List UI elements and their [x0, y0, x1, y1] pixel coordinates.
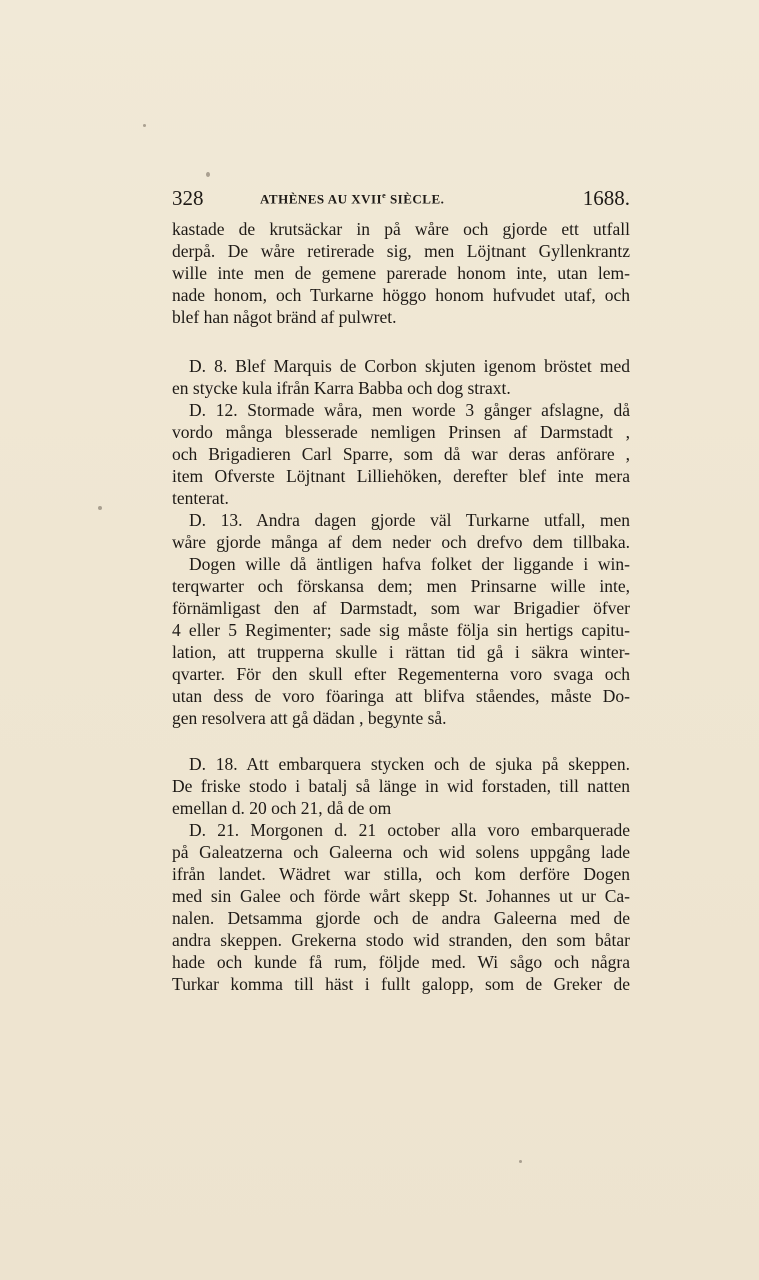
paper-speck: [519, 1160, 522, 1163]
text-line: Turkar komma till häst i fullt galopp, som de Greker de: [172, 974, 630, 994]
text-line: 4 eller 5 Regimenter; sade sig måste följa sin hertigs capitu-: [172, 620, 630, 640]
text-line: terqwarter och förskansa dem; men Prinsarne wille inte,: [172, 576, 630, 596]
text-line: wille inte men de gemene parerade honom inte, utan lem-: [172, 263, 630, 283]
text-line: hade och kunde få rum, följde med. Wi sågo och några: [172, 952, 630, 972]
text-line: utan dess de voro föaringa att blifva ståendes, måste Do-: [172, 686, 630, 706]
running-title-main: ATHÈNES AU XVII: [260, 191, 383, 207]
text-line: blef han något bränd af pulwret.: [172, 307, 397, 327]
running-title-superscript: e: [382, 191, 387, 200]
text-line: förnämligast den af Darmstadt, som war Brigadier öfver: [172, 598, 630, 618]
text-line: wåre gjorde många af dem neder och drefvo dem tillbaka.: [172, 532, 630, 552]
text-line: D. 13. Andra dagen gjorde väl Turkarne utfall, men: [189, 510, 630, 530]
text-line: D. 12. Stormade wåra, men worde 3 gånger afslagne, då: [189, 400, 630, 420]
text-line: qvarter. För den skull efter Regementerna voro svaga och: [172, 664, 630, 684]
text-line: De friske stodo i batalj så länge in wid forstaden, till natten: [172, 776, 630, 796]
text-line: D. 8. Blef Marquis de Corbon skjuten igenom bröstet med: [189, 356, 630, 376]
year-heading: 1688.: [582, 186, 630, 210]
page-number: 328: [172, 186, 204, 210]
running-title-end: SIÈCLE.: [386, 191, 445, 207]
text-line: och Brigadieren Carl Sparre, som då war deras anförare ,: [172, 444, 630, 464]
text-line: item Ofverste Löjtnant Lilliehöken, derefter blef inte mera: [172, 466, 630, 486]
paper-speck: [143, 124, 146, 127]
text-line: nade honom, och Turkarne höggo honom hufvudet utaf, och: [172, 285, 630, 305]
text-line: vordo många blesserade nemligen Prinsen af Darmstadt ,: [172, 422, 630, 442]
text-line: ifrån landet. Wädret war stilla, och kom derföre Dogen: [172, 864, 630, 884]
text-line: Dogen wille då äntligen hafva folket der liggande i win-: [189, 554, 630, 574]
text-line: D. 21. Morgonen d. 21 october alla voro embarquerade: [189, 820, 630, 840]
text-line: lation, att trupperna skulle i rättan tid gå i säkra winter-: [172, 642, 630, 662]
text-line: D. 18. Att embarquera stycken och de sjuka på skeppen.: [189, 754, 630, 774]
text-line: kastade de krutsäckar in på wåre och gjorde ett utfall: [172, 219, 630, 239]
body-text: [172, 218, 630, 995]
text-line: nalen. Detsamma gjorde och de andra Galeerna med de: [172, 908, 630, 928]
text-line: derpå. De wåre retirerade sig, men Löjtnant Gyllenkrantz: [172, 241, 630, 261]
text-line: emellan d. 20 och 21, då de om: [172, 798, 392, 818]
paper-speck: [98, 506, 102, 510]
text-line: andra skeppen. Grekerna stodo wid stranden, den som båtar: [172, 930, 630, 950]
running-title: [260, 191, 444, 207]
paper-speck: [206, 172, 210, 177]
text-line: på Galeatzerna och Galeerna och wid solens uppgång lade: [172, 842, 630, 862]
text-line: med sin Galee och förde wårt skepp St. Johannes ut ur Ca-: [172, 886, 630, 906]
text-line: tenterat.: [172, 488, 229, 508]
page-header: [172, 186, 630, 216]
text-line: gen resolvera att gå dädan , begynte så.: [172, 708, 447, 728]
text-line: en stycke kula ifrån Karra Babba och dog straxt.: [172, 378, 511, 398]
